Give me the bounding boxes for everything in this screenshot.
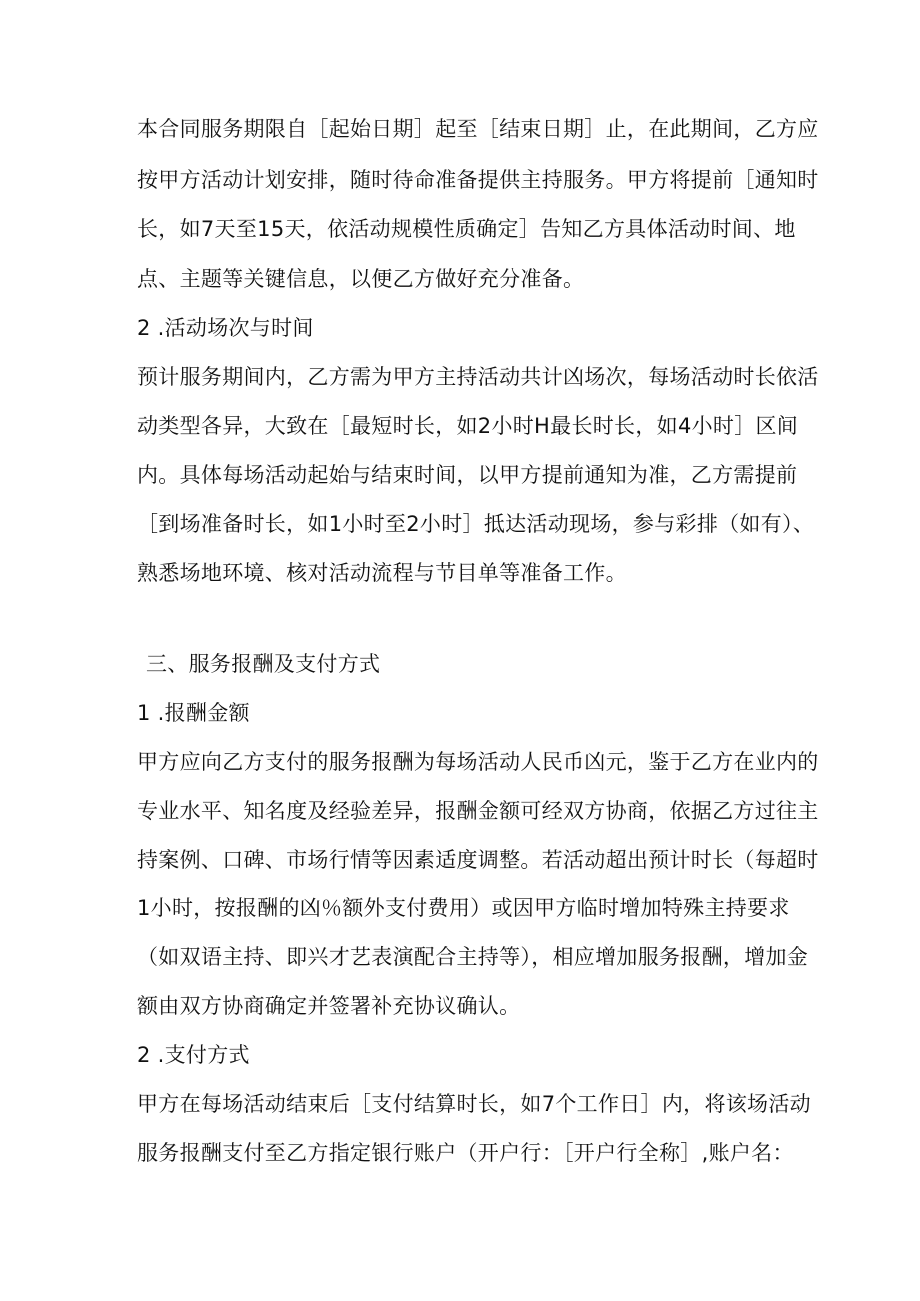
paragraph-line: 甲方在每场活动结束后［支付结算时长，如7个工作日］内，将该场活动 [137,1092,811,1116]
paragraph-line: 专业水平、知名度及经验差异，报酬金额可经双方协商，依据乙方过往主 [137,799,819,823]
paragraph-line: 点、主题等关键信息，以便乙方做好充分准备。 [137,267,585,291]
section-heading: 三、服务报酬及支付方式 [146,652,381,676]
paragraph-line: 长，如7天至15天，依活动规模性质确定］告知乙方具体活动时间、地 [137,217,796,241]
paragraph-line: 本合同服务期限自［起始日期］起至［结束日期］止，在此期间，乙方应 [137,117,819,141]
subsection-heading: 1 .报酬金额 [137,701,250,725]
paragraph-line: 服务报酬支付至乙方指定银行账户（开户行：［开户行全称］,账户名： [137,1141,794,1165]
paragraph-line: 预计服务期间内，乙方需为甲方主持活动共计凶场次，每场活动时长依活 [137,365,819,389]
paragraph-line: 甲方应向乙方支付的服务报酬为每场活动人民币凶元，鉴于乙方在业内的 [137,750,819,774]
paragraph-line: 内。具体每场活动起始与结束时间，以甲方提前通知为准，乙方需提前 [137,463,798,487]
paragraph-line: 持案例、口碑、市场行情等因素适度调整。若活动超出预计时长（每超时 [137,848,819,872]
paragraph-line: 熟悉场地环境、核对活动流程与节目单等准备工作。 [137,561,627,585]
paragraph-line: 额由双方协商确定并签署补充协议确认。 [137,994,521,1018]
paragraph-line: （如双语主持、即兴才艺表演配合主持等），相应增加服务报酬，增加金 [137,945,809,969]
paragraph-line: 动类型各异，大致在［最短时长，如2小时H最长时长，如4小时］区间 [137,414,799,438]
paragraph-line: ［到场准备时长，如1小时至2小时］抵达活动现场，参与彩排（如有）、 [137,512,815,536]
subsection-heading: 2 .支付方式 [137,1043,250,1067]
paragraph-line: 按甲方活动计划安排，随时待命准备提供主持服务。甲方将提前［通知时 [137,168,819,192]
paragraph-line: 1小时，按报酬的凶％额外支付费用）或因甲方临时增加特殊主持要求 [137,896,790,920]
subsection-heading: 2 .活动场次与时间 [137,316,314,340]
